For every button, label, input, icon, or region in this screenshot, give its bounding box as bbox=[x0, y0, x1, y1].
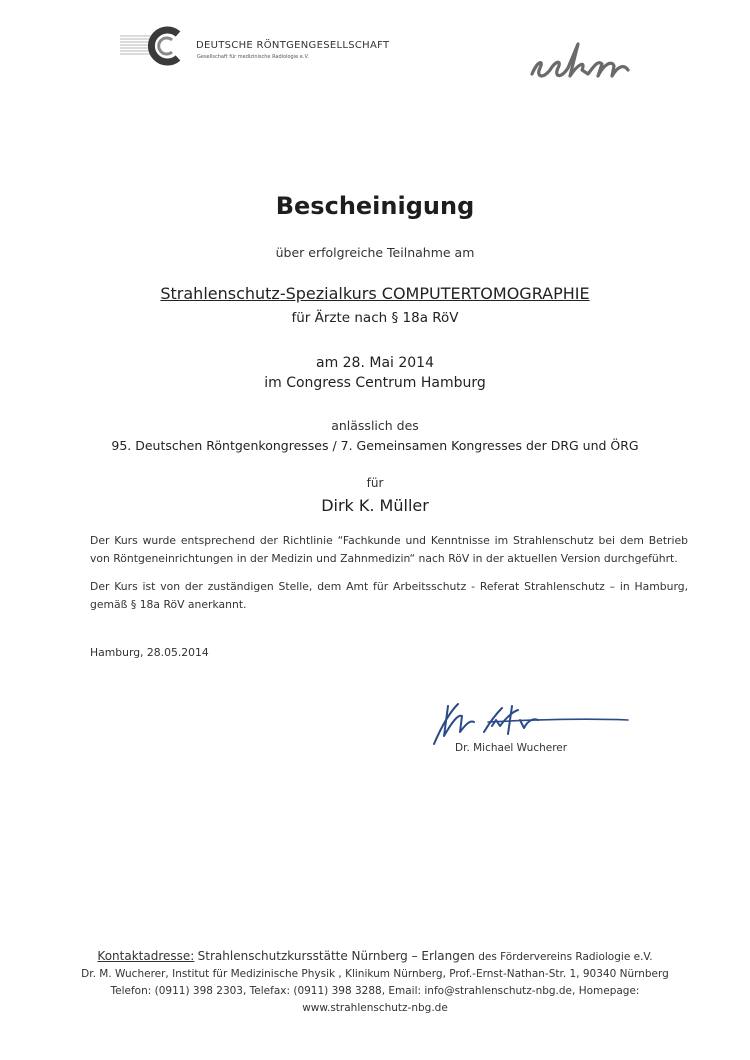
logo-subtitle: Gesellschaft für medizinische Radiologie e.V. bbox=[197, 54, 309, 60]
for-label: für bbox=[366, 476, 384, 490]
sskn-logo-icon bbox=[528, 30, 648, 90]
footer-phone: Telefon: (0911) 398 2303, Telefax: (0911) 398 3288, Email: info@strahlenschutz-nbg.de, Homepage: bbox=[110, 985, 640, 997]
certificate-title: Bescheinigung bbox=[275, 192, 475, 220]
drg-logo-icon bbox=[120, 26, 192, 66]
footer-contact-line bbox=[0, 948, 750, 966]
footer bbox=[0, 948, 750, 1017]
course-venue: im Congress Centrum Hamburg bbox=[264, 375, 486, 391]
footer-website: www.strahlenschutz-nbg.de bbox=[302, 1002, 448, 1014]
contact-label: Kontaktadresse: bbox=[97, 949, 195, 963]
recipient-name: Dirk K. Müller bbox=[321, 496, 429, 515]
footer-address: Dr. M. Wucherer, Institut für Medizinische Physik , Klinikum Nürnberg, Prof.-Ernst-Nathan-Str. 1, 90340 Nürnberg bbox=[81, 968, 669, 980]
contact-organization: Strahlenschutzkursstätte Nürnberg – Erlangen bbox=[197, 949, 475, 963]
logo-name: DEUTSCHE RÖNTGENGESELLSCHAFT bbox=[196, 40, 390, 51]
recognition-paragraph: Der Kurs ist von der zuständigen Stelle, dem Amt für Arbeitsschutz - Referat Strahlenschutz – in Hamburg, gemäß § 18a RöV anerkannt. bbox=[90, 580, 688, 611]
contact-association: des Fördervereins Radiologie e.V. bbox=[478, 951, 653, 963]
course-date: am 28. Mai 2014 bbox=[315, 355, 434, 371]
occasion: 95. Deutschen Röntgenkongresses / 7. Gemeinsamen Kongresses der DRG und ÖRG bbox=[111, 438, 639, 453]
guideline-paragraph: Der Kurs wurde entsprechend der Richtlinie “Fachkunde und Kenntnisse im Strahlenschutz bei dem Betrieb von Röntgeneinrichtungen in der Medizin und Zahnmedizin“ nach RöV in der aktuellen Version durchgeführt. bbox=[90, 534, 688, 565]
course-subtitle: für Ärzte nach § 18a RöV bbox=[291, 310, 459, 326]
signature-icon bbox=[428, 692, 638, 748]
certificate-subtitle: über erfolgreiche Teilnahme am bbox=[275, 245, 475, 260]
place-date: Hamburg, 28.05.2014 bbox=[90, 646, 209, 659]
course-title: Strahlenschutz-Spezialkurs COMPUTERTOMOGRAPHIE bbox=[160, 284, 590, 303]
occasion-intro: anlässlich des bbox=[331, 418, 419, 433]
signer-name: Dr. Michael Wucherer bbox=[455, 742, 568, 754]
